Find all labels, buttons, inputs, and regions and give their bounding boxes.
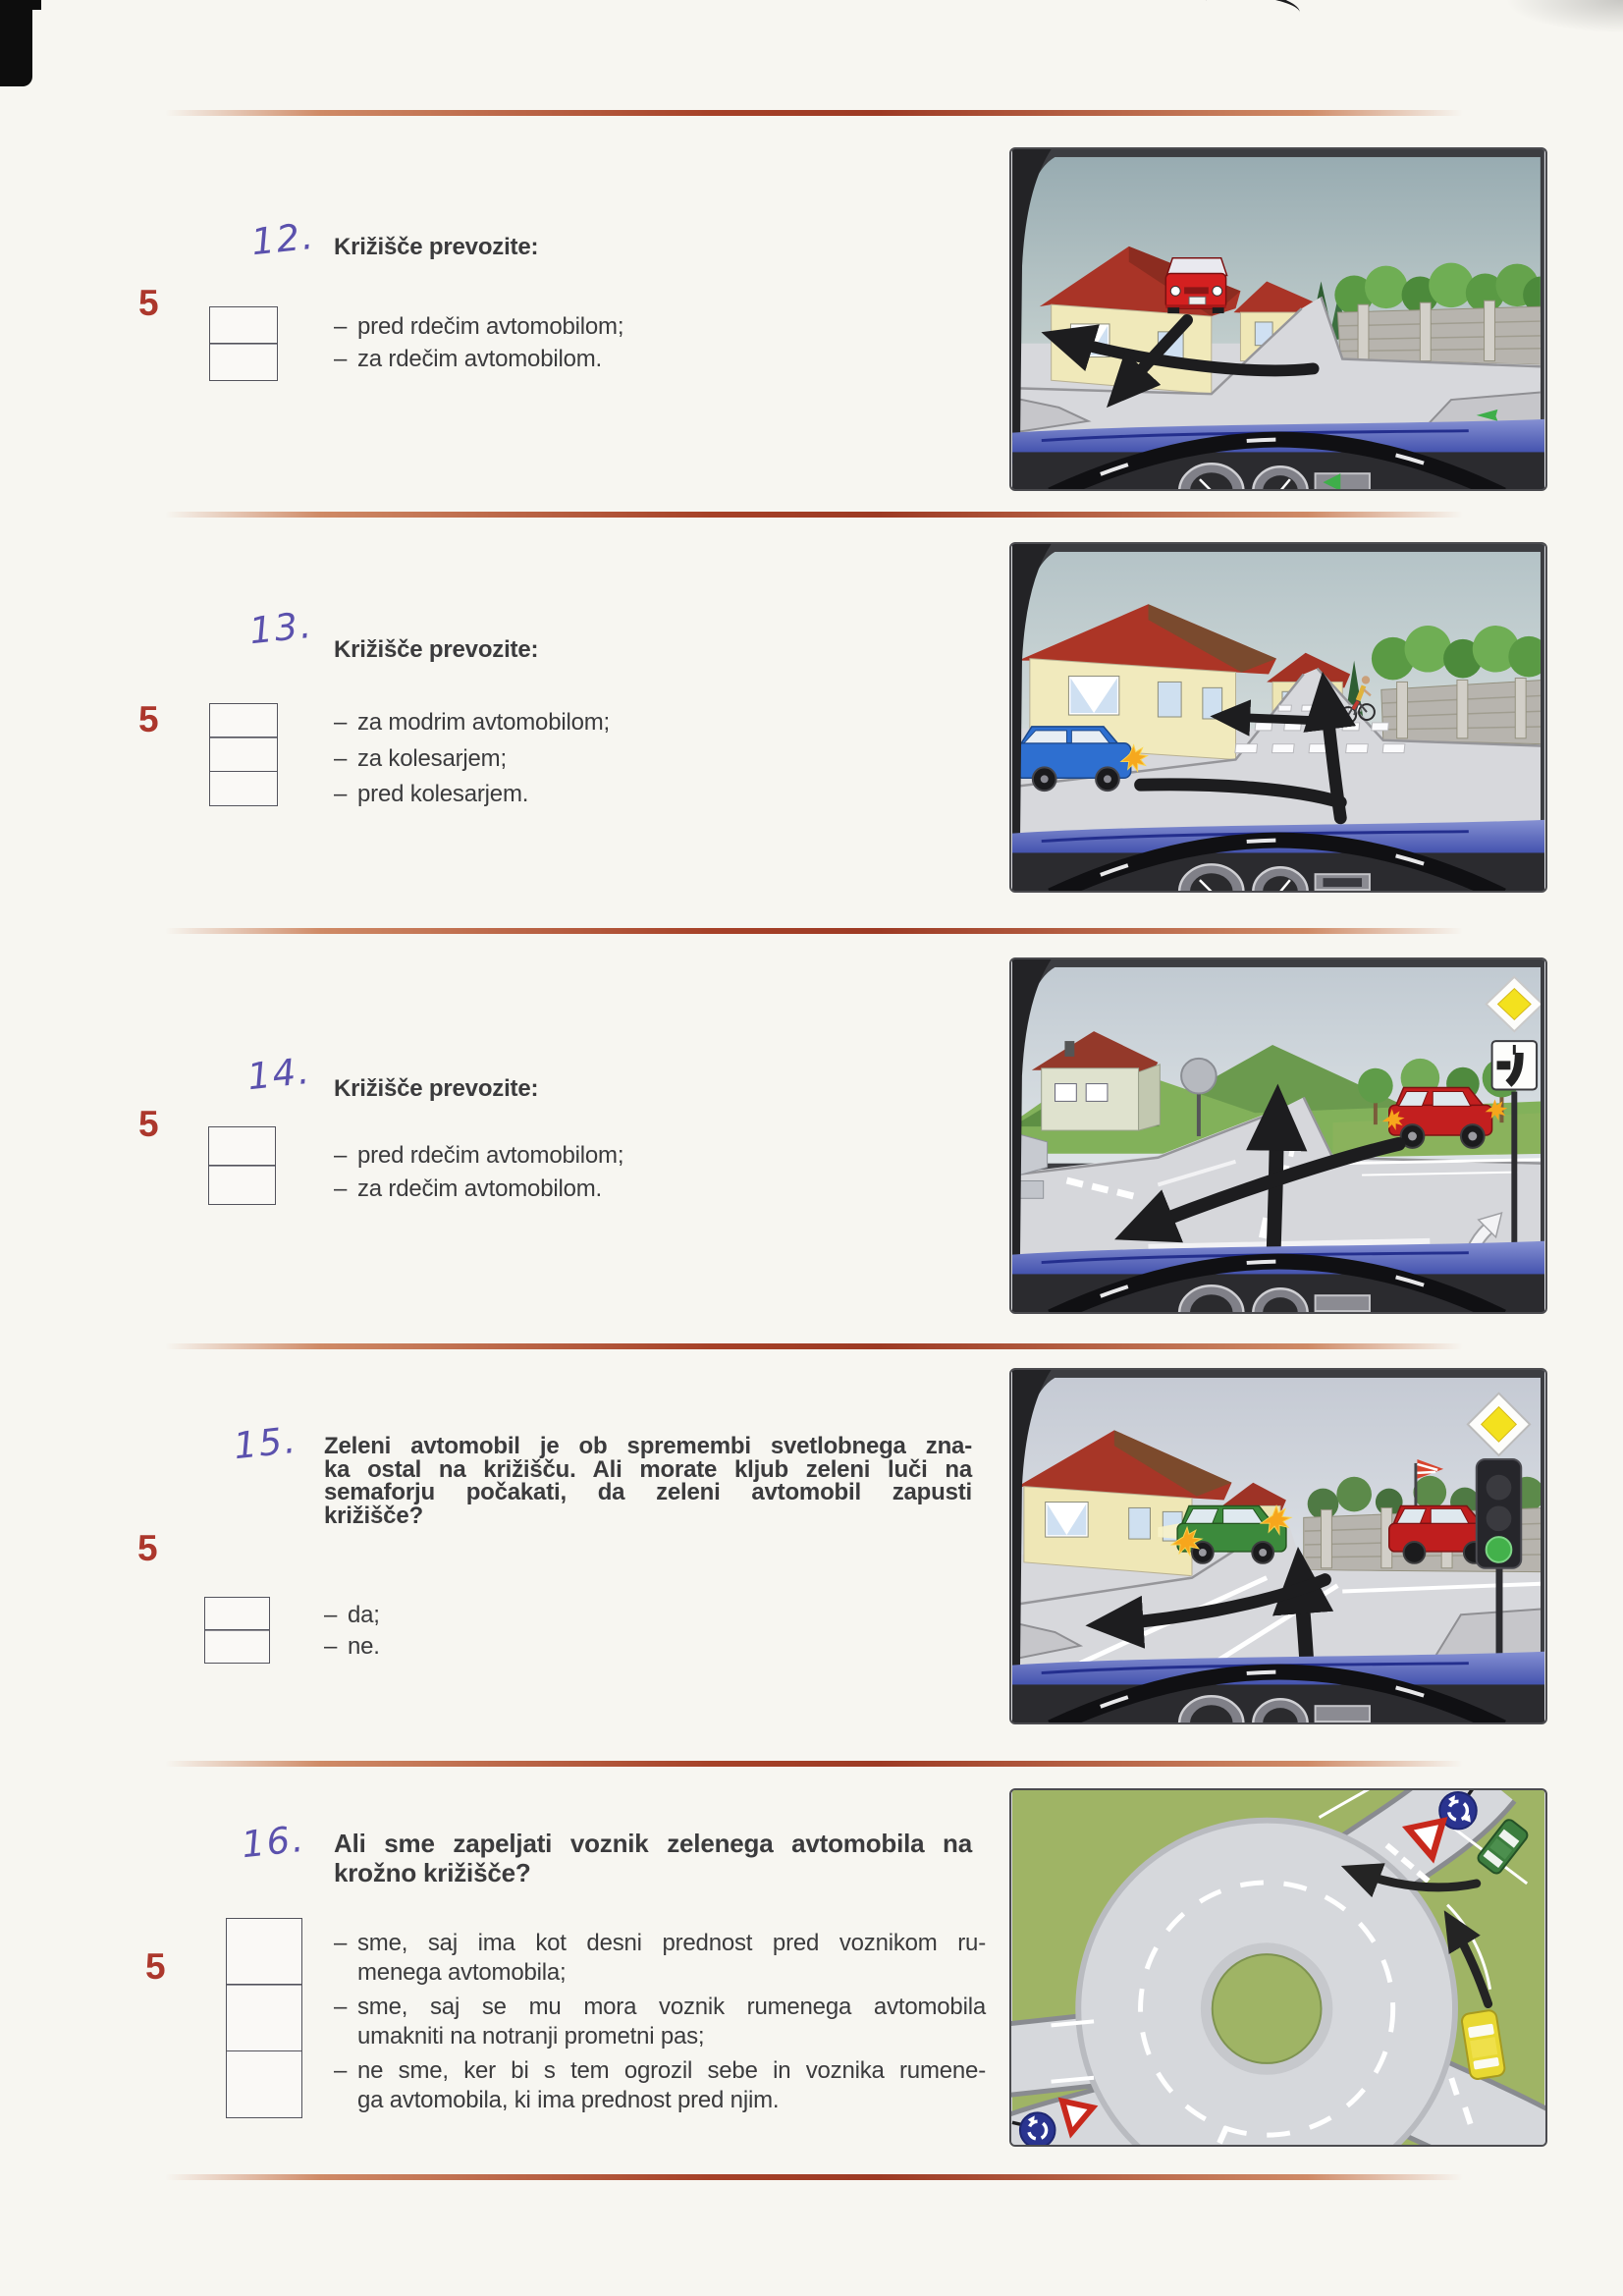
driver-view-scene	[1011, 1370, 1545, 1722]
answer-checkbox[interactable]	[208, 1126, 276, 1167]
question-title-line: križišče?	[324, 1502, 423, 1529]
section-divider	[165, 1761, 1463, 1767]
option-text: pred rdečim avtomobilom;	[357, 313, 624, 340]
section-divider	[165, 512, 1463, 518]
scan-curl-artifact	[1205, 0, 1302, 27]
points-value: 5	[137, 1528, 158, 1568]
section-divider	[165, 110, 1463, 116]
answer-options	[334, 1139, 982, 1206]
option-text: za rdečim avtomobilom.	[357, 346, 603, 372]
section-divider	[165, 2174, 1463, 2180]
points-value: 5	[145, 1946, 166, 1987]
option-text-line: menega avtomobila;	[357, 1958, 567, 1986]
answer-option	[334, 1993, 986, 2050]
illustration-q12-windshield-intersection	[1009, 147, 1547, 491]
option-text-line: ga avtomobila, ki ima prednost pred njim.	[357, 2086, 780, 2113]
section-divider	[165, 1343, 1463, 1349]
answer-option	[334, 741, 982, 778]
driver-view-scene	[1011, 544, 1545, 891]
answer-checkbox[interactable]	[209, 771, 278, 806]
option-dash: –	[324, 1602, 338, 1628]
option-text: za modrim avtomobilom;	[357, 709, 611, 736]
option-text-line: sme, saj se mu mora voznik rumenega avtomobila	[357, 1994, 986, 2020]
section-divider	[165, 928, 1463, 934]
question-title-line: ka ostal na križišču. Ali morate kljub zeleni luči na	[324, 1455, 972, 1483]
question-title: Križišče prevozite:	[334, 636, 539, 663]
question-title: Križišče prevozite:	[334, 1075, 539, 1102]
option-dash: –	[334, 1142, 348, 1169]
option-text: da;	[348, 1602, 380, 1628]
option-dash: –	[334, 346, 348, 372]
answer-checkbox-group	[226, 1918, 302, 2118]
answer-option	[324, 1631, 972, 1663]
driver-view-scene	[1011, 959, 1545, 1312]
answer-options	[334, 1929, 986, 2114]
answer-checkbox[interactable]	[226, 2050, 302, 2118]
handwritten-question-number: 16.	[239, 1817, 307, 1867]
answer-option	[334, 1173, 982, 1206]
option-text-line: umakniti na notranji prometni pas;	[357, 2022, 705, 2050]
question-title-line: Zeleni avtomobil je ob spremembi svetlobnega zna-	[324, 1433, 972, 1459]
answer-option	[334, 705, 982, 741]
roundabout-scene	[1011, 1790, 1545, 2145]
answer-checkbox[interactable]	[208, 1165, 276, 1205]
roundabout-sign	[1020, 2112, 1055, 2145]
scan-corner-shade	[1505, 0, 1623, 33]
question-title-line: semaforju počakati, da zeleni avtomobil zapusti	[324, 1479, 972, 1505]
points-value: 5	[138, 283, 159, 323]
points-value: 5	[138, 1104, 159, 1144]
option-text: za kolesarjem;	[357, 744, 507, 772]
answer-option	[334, 310, 982, 343]
option-dash: –	[334, 2057, 348, 2084]
option-text: pred rdečim avtomobilom;	[357, 1142, 624, 1169]
question-title-line: Ali sme zapeljati voznik zelenega avtomobila na	[334, 1829, 972, 1858]
answer-checkbox[interactable]	[209, 306, 278, 345]
option-dash: –	[334, 313, 348, 340]
answer-checkbox[interactable]	[204, 1597, 270, 1631]
answer-option	[334, 777, 982, 813]
option-dash: –	[334, 781, 348, 807]
answer-options	[334, 705, 982, 813]
option-text-line: ne sme, ker bi s tem ogrozil sebe in voznika rumene-	[357, 2057, 986, 2084]
driver-view-scene	[1011, 149, 1545, 489]
answer-checkbox-group	[208, 1126, 276, 1205]
option-dash: –	[334, 744, 348, 772]
question-title-line: krožno križišče?	[334, 1858, 531, 1887]
handwritten-question-number: 12.	[248, 214, 317, 264]
question-title	[334, 1829, 972, 1887]
option-text-line: sme, saj ima kot desni prednost pred voznikom ru-	[357, 1930, 986, 1956]
handwritten-question-number: 15.	[231, 1418, 299, 1468]
option-dash: –	[334, 1175, 348, 1202]
option-dash: –	[334, 709, 348, 736]
answer-option	[334, 343, 982, 375]
illustration-q14-windshield-priority-sign	[1009, 957, 1547, 1314]
handwritten-question-number: 13.	[246, 603, 315, 653]
illustration-q13-windshield-cyclist	[1009, 542, 1547, 893]
answer-checkbox-group	[209, 306, 278, 381]
answer-checkbox-group	[209, 703, 278, 806]
illustration-q15-windshield-traffic-light	[1009, 1368, 1547, 1724]
red-car	[1165, 258, 1226, 313]
answer-checkbox[interactable]	[226, 1984, 302, 2051]
answer-checkbox[interactable]	[209, 343, 278, 381]
answer-options	[324, 1600, 972, 1662]
answer-options	[334, 310, 982, 375]
answer-checkbox[interactable]	[209, 737, 278, 772]
answer-checkbox[interactable]	[209, 703, 278, 738]
points-value: 5	[138, 699, 159, 739]
answer-option	[334, 1929, 986, 1987]
option-text: pred kolesarjem.	[357, 781, 529, 807]
illustration-q16-roundabout-top-view	[1009, 1788, 1547, 2147]
question-title: Križišče prevozite:	[334, 234, 539, 260]
question-title	[324, 1435, 972, 1527]
answer-checkbox[interactable]	[226, 1918, 302, 1986]
scan-edge-artifact	[0, 8, 32, 86]
handwritten-question-number: 14.	[244, 1049, 313, 1099]
option-dash: –	[334, 1930, 348, 1956]
option-dash: –	[334, 1994, 348, 2020]
answer-option	[324, 1600, 972, 1631]
answer-checkbox-group	[204, 1597, 270, 1664]
answer-checkbox[interactable]	[204, 1629, 270, 1664]
option-text: za rdečim avtomobilom.	[357, 1175, 603, 1202]
answer-option	[334, 1139, 982, 1173]
option-dash: –	[324, 1632, 338, 1660]
option-text: ne.	[348, 1632, 380, 1660]
answer-option	[334, 2056, 986, 2114]
